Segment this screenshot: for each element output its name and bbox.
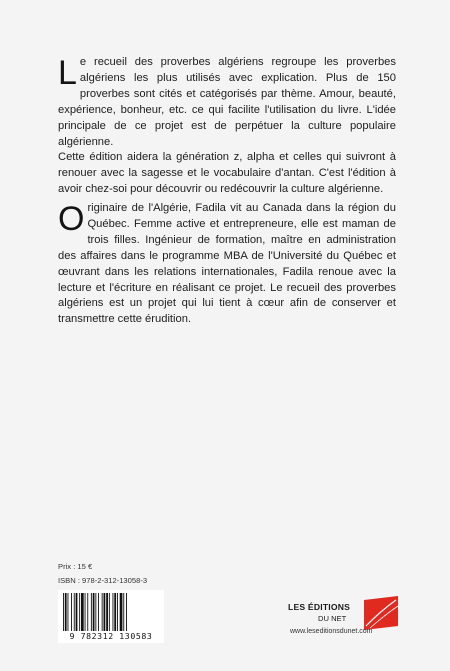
publisher-subname: DU NET: [318, 614, 347, 623]
barcode-bars-icon: [62, 593, 160, 631]
isbn-label: ISBN : 978-2-312-13058-3: [58, 576, 148, 585]
author-bio-text: riginaire de l'Algérie, Fadila vit au Canada dans la région du Québec. Femme active et entrepreneure, elle est maman de trois filles. Ingénieur de formation, maître en administration des affaires dans le programme MBA de l'Université du Québec et œuvrant dans les relations internationales, Fadila renoue avec la lecture et l'écriture en réalisant ce projet. Le recueil des proverbes algériens est un projet qui lui tient à cœur afin de conserver et transmettre cette érudition.: [58, 202, 396, 326]
author-bio-paragraph: [58, 201, 396, 328]
publisher-logo: [288, 596, 398, 632]
publisher-mark-icon: [360, 596, 402, 630]
drop-cap-letter: O: [58, 200, 85, 238]
barcode: [58, 590, 164, 643]
drop-cap-letter: L: [58, 54, 77, 92]
description-text: Cette édition aidera la génération z, alpha et celles qui suivront à renouer avec la sagesse et le vocabulaire d'antan. C'est l'édition à avoir chez-soi pour découvrir ou redécouvrir la culture algérienne.: [58, 151, 396, 196]
description-paragraph: [58, 55, 396, 198]
publisher-name: LES ÉDITIONS: [288, 602, 351, 612]
price-label: Prix : 15 €: [58, 562, 93, 571]
publisher-website: www.leseditionsdunet.com: [290, 628, 373, 635]
barcode-number: 9 782312 130583: [69, 631, 153, 641]
description-text: e recueil des proverbes algériens regroupe les proverbes algériens les plus utilisés avec explication. Plus de 150 proverbes sont cités et catégorisés par thème. Amour, beauté, expérience, bonheur, etc. ce qui facilite l'utilisation du livre. L'idée principale de ce projet est de perpétuer la culture populaire algérienne.: [58, 56, 396, 148]
